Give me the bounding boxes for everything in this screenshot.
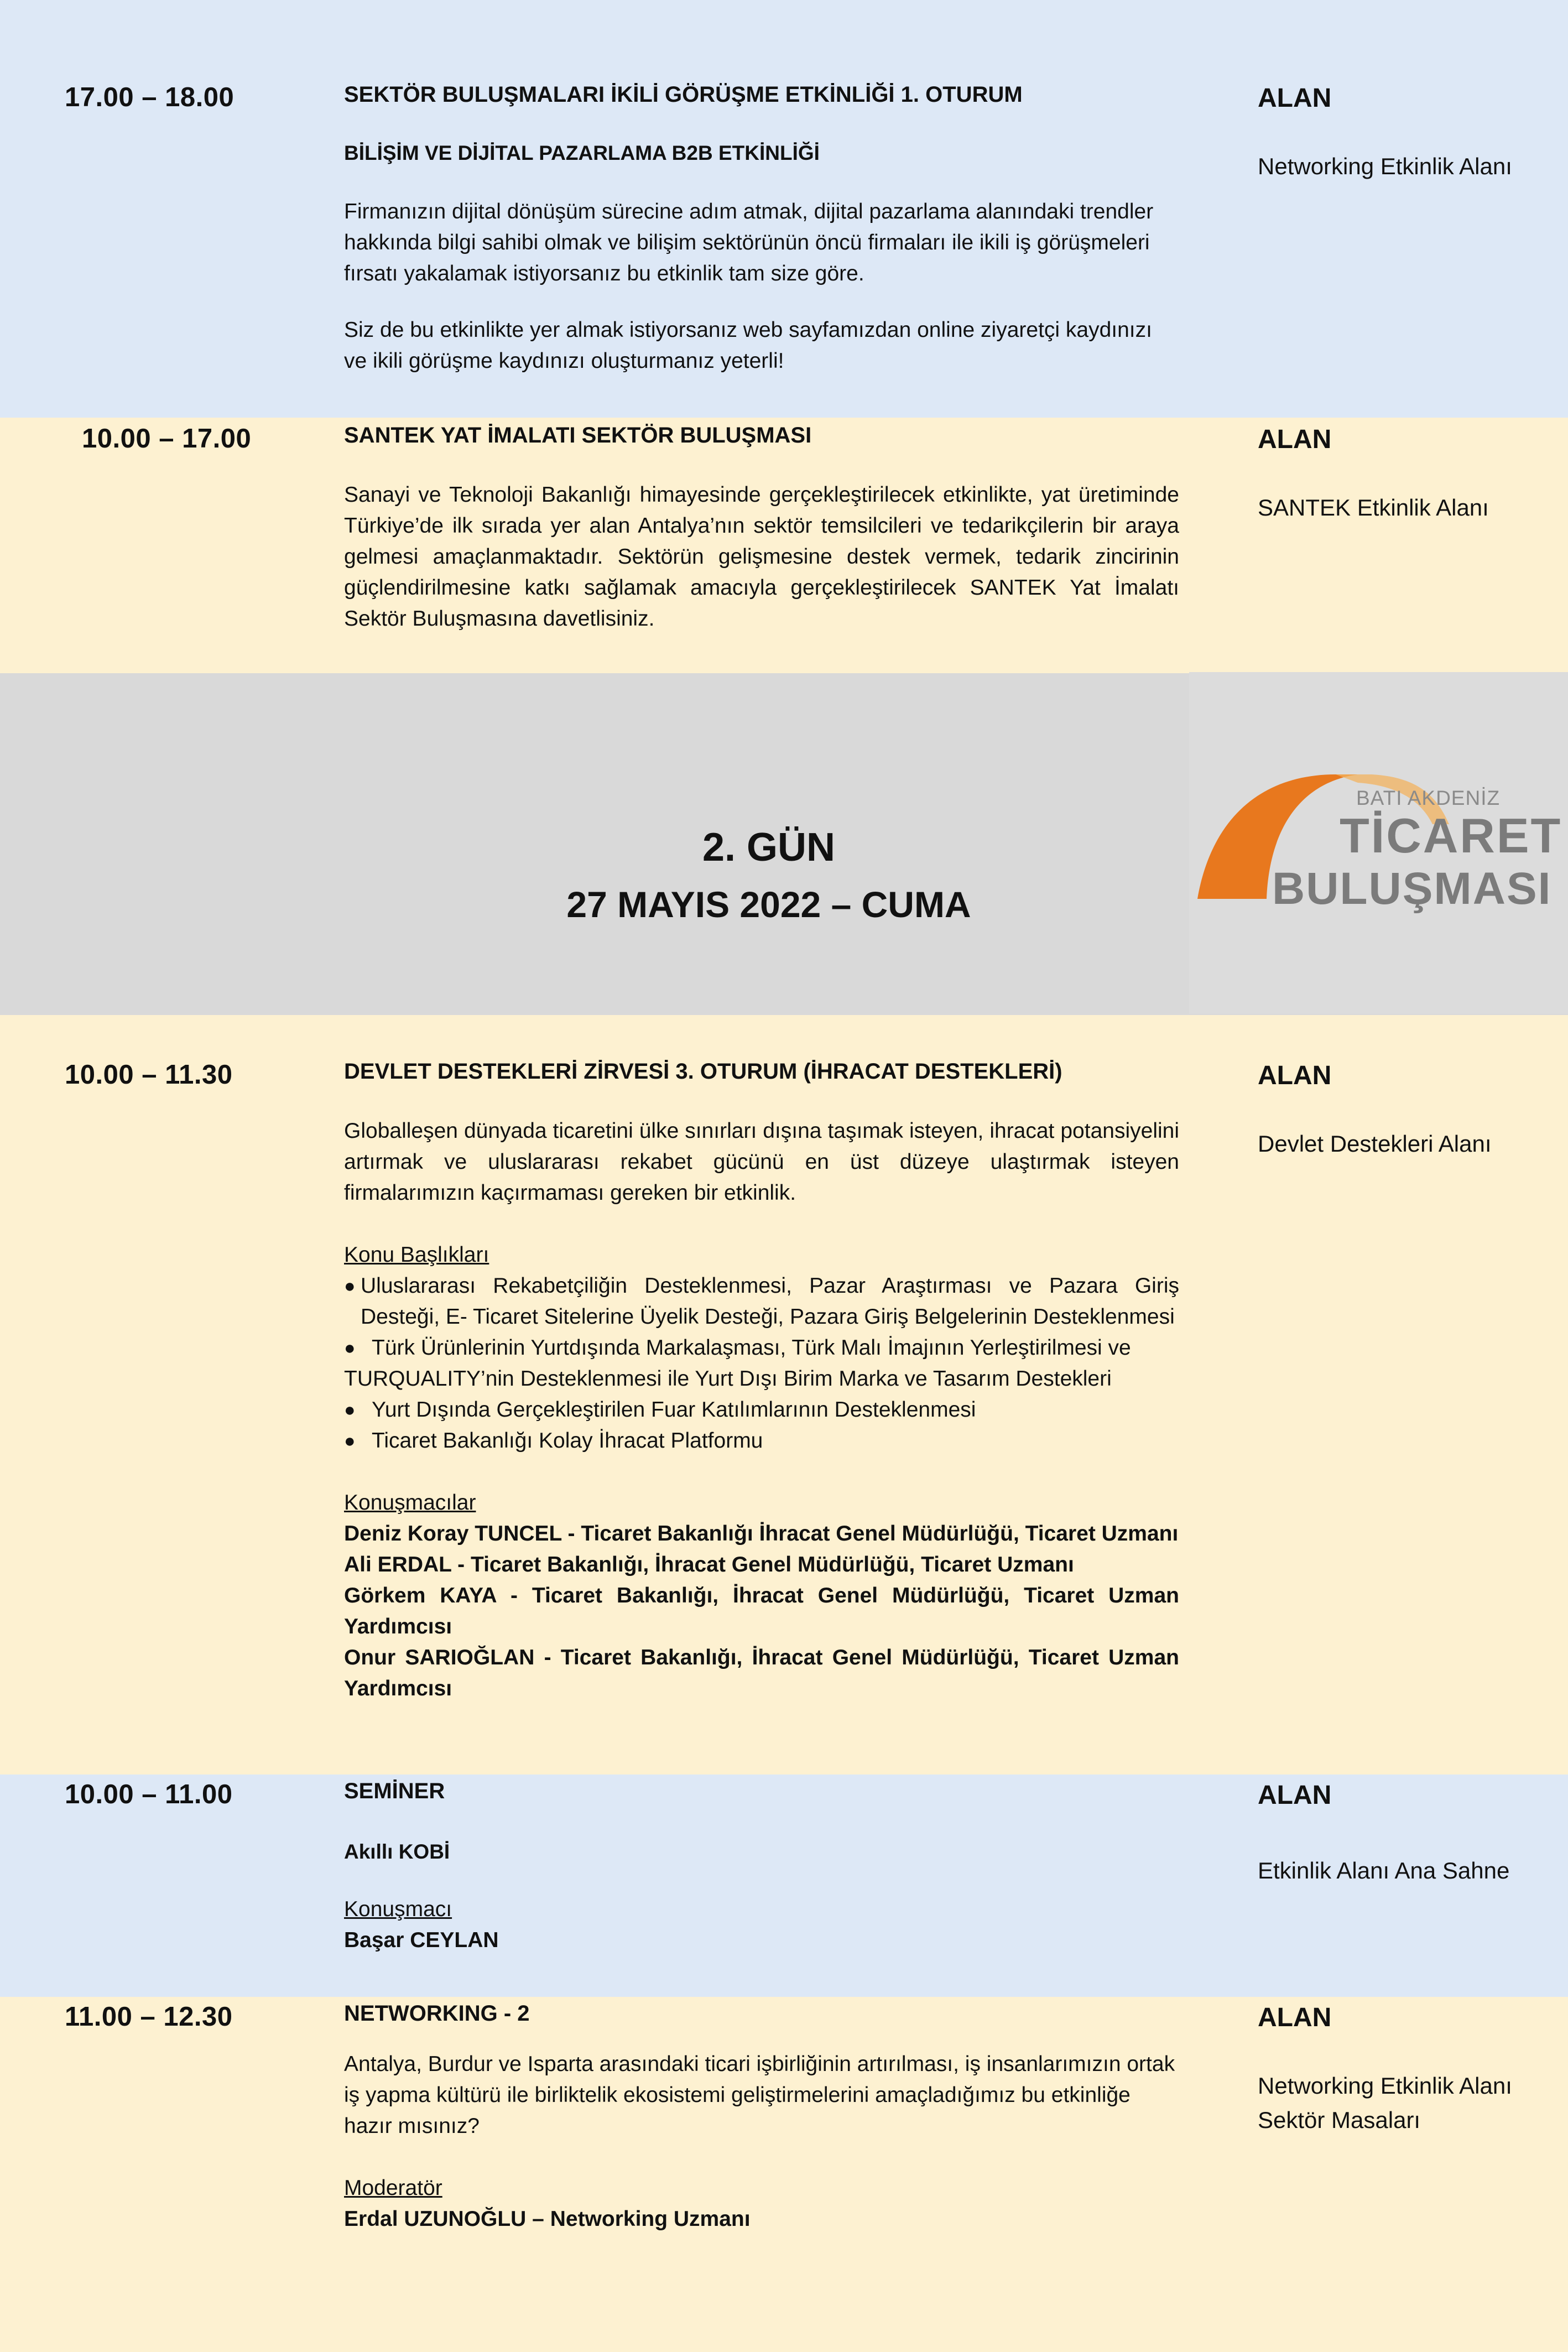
session-title: DEVLET DESTEKLERİ ZİRVESİ 3. OTURUM (İHRACAT DESTEKLERİ) [344, 1059, 1062, 1084]
location-heading: ALAN [1258, 1781, 1332, 1810]
session-subtitle: Akıllı KOBİ [344, 1840, 450, 1863]
session-sektor-bulusmalari [0, 0, 1568, 418]
bullet-icon: ● [344, 1399, 356, 1420]
location-name-2: Sektör Masaları [1258, 2107, 1421, 2133]
topic-item: ● Türk Ürünlerinin Yurtdışında Markalaşması, Türk Malı İmajının Yerleştirilmesi ve [344, 1333, 1179, 1364]
location-heading: ALAN [1258, 1061, 1332, 1090]
speaker-item: Deniz Koray TUNCEL - Ticaret Bakanlığı İhracat Genel Müdürlüğü, Ticaret Uzmanı [344, 1522, 1179, 1546]
session-description: Antalya, Burdur ve Isparta arasındaki ticari işbirliğinin artırılması, iş insanlarımızın ortak iş yapma kültürü ile birliktelik ekosistemi geliştirmelerini amaçladığımız bu etkinliğe hazır mısınız? [344, 2052, 1175, 2138]
location-heading: ALAN [1258, 2003, 1332, 2032]
location-name: Networking Etkinlik Alanı [1258, 153, 1512, 179]
topics-label: Konu Başlıkları [344, 1243, 489, 1267]
session-title: NETWORKING - 2 [344, 2001, 530, 2026]
bullet-icon: ● [344, 1338, 356, 1359]
speakers-label: Konuşmacılar [344, 1491, 476, 1515]
speaker-name: Başar CEYLAN [344, 1928, 499, 1952]
topic-item: ● Uluslararası Rekabetçiliğin Desteklenmesi, Pazar Araştırması ve Pazara Giriş Desteği, E- Ticaret Sitelerine Üyelik Desteği, Pazara Giriş Belgelerinin Desteklenmesi [344, 1271, 1179, 1333]
bullet-icon: ● [344, 1430, 356, 1451]
location-name: Devlet Destekleri Alanı [1258, 1131, 1492, 1157]
speaker-label: Konuşmacı [344, 1897, 452, 1921]
session-time: 17.00 – 18.00 [65, 82, 235, 112]
speaker-item: Görkem KAYA - Ticaret Bakanlığı, İhracat Genel Müdürlüğü, Ticaret Uzman Yardımcısı [344, 1584, 1179, 1638]
session-description: Firmanızın dijital dönüşüm sürecine adım atmak, dijital pazarlama alanındaki trendler hakkında bilgi sahibi olmak ve bilişim sektörünün öncü firmaları ile ikili iş görüşmeleri fırsatı yakalamak istiyorsanız bu etkinlik tam size göre. [344, 200, 1154, 285]
event-logo [1189, 672, 1568, 1014]
session-description-2: Siz de bu etkinlikte yer almak istiyorsanız web sayfamızdan online ziyaretçi kaydınızı ve ikili görüşme kaydınızı oluşturmanız yeterli! [344, 318, 1152, 373]
day-title: 2. GÜN [702, 825, 836, 870]
session-title: SEKTÖR BULUŞMALARI İKİLİ GÖRÜŞME ETKİNLİĞİ 1. OTURUM [344, 82, 1023, 107]
session-title: SEMİNER [344, 1779, 445, 1803]
location-heading: ALAN [1258, 425, 1332, 454]
day-date: 27 MAYIS 2022 – CUMA [566, 884, 971, 925]
bullet-icon: ● [344, 1276, 356, 1297]
moderator-label: Moderatör [344, 2176, 442, 2200]
session-time: 10.00 – 11.00 [65, 1779, 233, 1809]
location-name: Etkinlik Alanı Ana Sahne [1258, 1857, 1510, 1883]
session-description: Sanayi ve Teknoloji Bakanlığı himayesinde gerçekleştirilecek etkinlikte, yat üretiminde Türkiye’de ilk sırada yer alan Antalya’nın sektör temsilcileri ve tedarikçilerin bir araya gelmesi amaçlanmaktadır. Sektörün gelişmesine destek vermek, tedarik zincirinin güçlendirilmesine katkı sağlamak amacıyla gerçekleştirilecek SANTEK Yat İmalatı Sektör Buluşmasına davetlisiniz. [344, 483, 1179, 631]
logo-line3: BULUŞMASI [1272, 863, 1552, 914]
session-networking-2 [0, 1997, 1568, 2352]
session-time: 11.00 – 12.30 [65, 2002, 233, 2032]
session-description: Globalleşen dünyada ticaretini ülke sınırları dışına taşımak isteyen, ihracat potansiyelini artırmak ve uluslararası rekabet gücünü en üst düzeye ulaştırmak isteyen firmalarımızın kaçırmaması gereken bir etkinlik. [344, 1119, 1179, 1205]
session-title: SANTEK YAT İMALATI SEKTÖR BULUŞMASI [344, 423, 812, 447]
location-name: Networking Etkinlik Alanı [1258, 2073, 1512, 2099]
topic-item: ● Yurt Dışında Gerçekleştirilen Fuar Katılımlarının Desteklenmesi [344, 1394, 1179, 1425]
session-devlet-destekleri [0, 1015, 1568, 1775]
session-seminer [0, 1775, 1568, 1997]
moderator-name: Erdal UZUNOĞLU – Networking Uzmanı [344, 2207, 751, 2231]
topic-item: ● Ticaret Bakanlığı Kolay İhracat Platformu [344, 1425, 1179, 1456]
session-subtitle: BİLİŞİM VE DİJİTAL PAZARLAMA B2B ETKİNLİĞİ [344, 142, 820, 164]
logo-line1: BATI AKDENİZ [1356, 787, 1501, 809]
speaker-item: Ali ERDAL - Ticaret Bakanlığı, İhracat Genel Müdürlüğü, Ticaret Uzmanı [344, 1553, 1074, 1576]
location-heading: ALAN [1258, 84, 1332, 113]
logo-line2: TİCARET [1340, 808, 1562, 863]
session-time: 10.00 – 17.00 [82, 424, 252, 454]
speaker-item: Onur SARIOĞLAN - Ticaret Bakanlığı, İhracat Genel Müdürlüğü, Ticaret Uzman Yardımcısı [344, 1646, 1179, 1700]
topic-item-continued: TURQUALITY’nin Desteklenmesi ile Yurt Dışı Birim Marka ve Tasarım Destekleri [344, 1367, 1112, 1391]
session-santek [0, 418, 1568, 673]
location-name: SANTEK Etkinlik Alanı [1258, 495, 1489, 521]
session-time: 10.00 – 11.30 [65, 1060, 233, 1090]
